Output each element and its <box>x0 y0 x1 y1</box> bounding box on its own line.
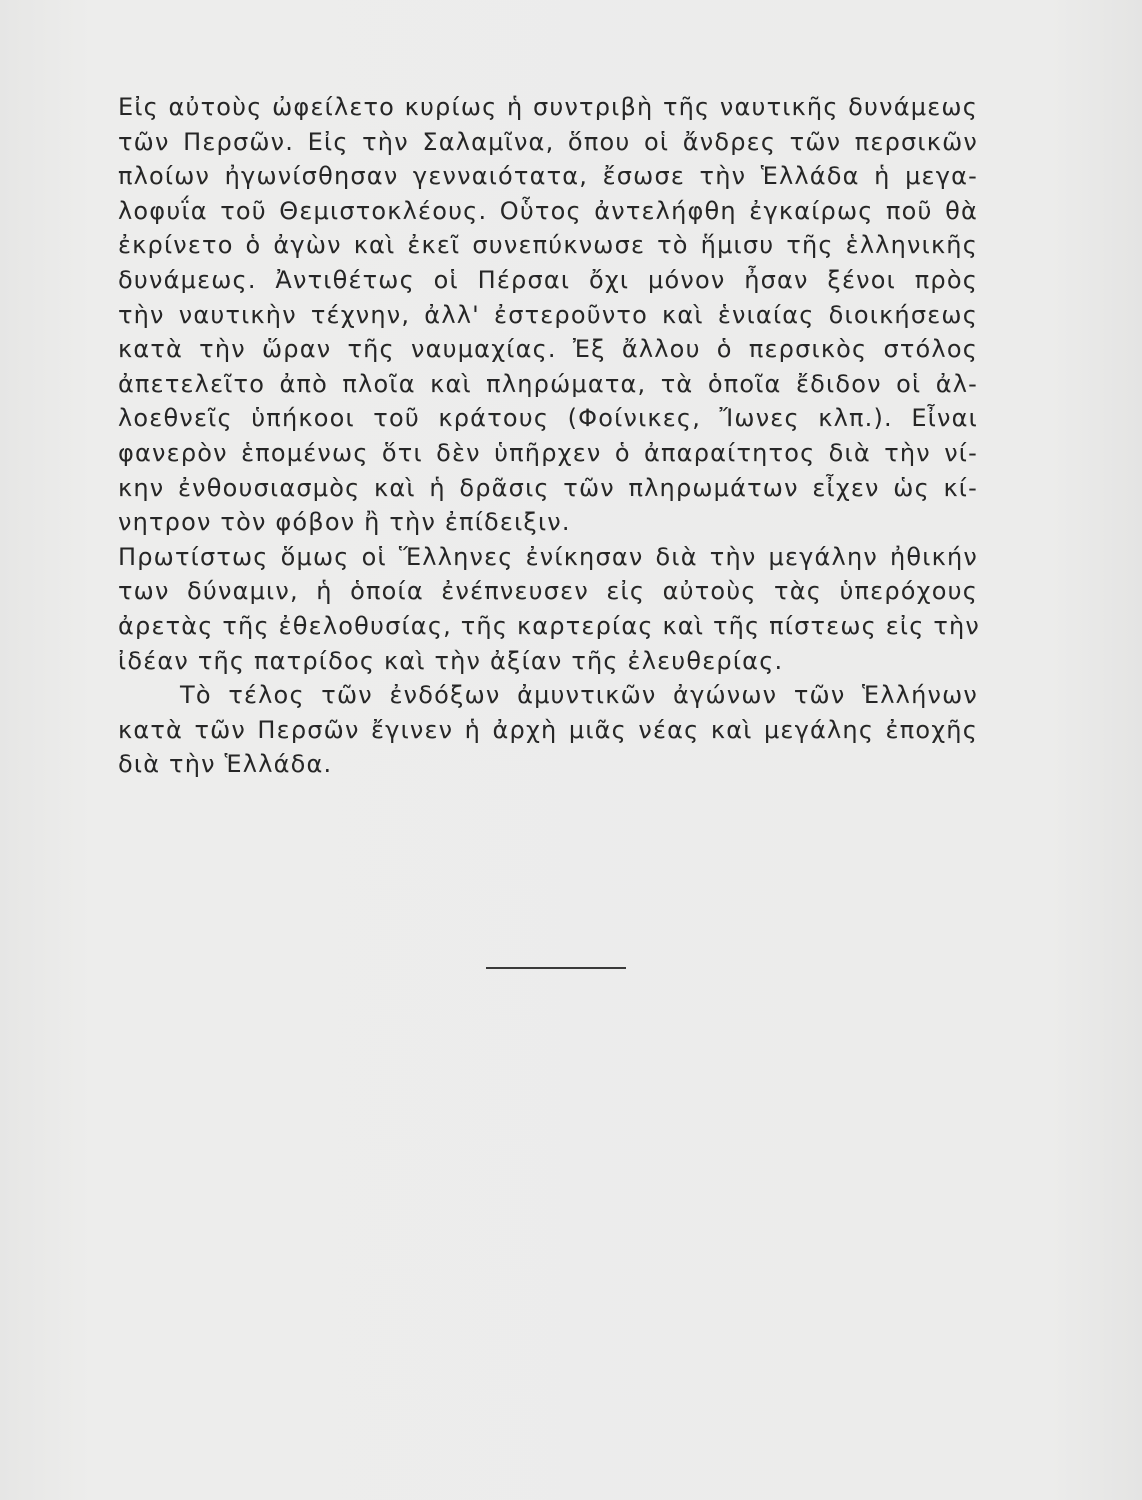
text-line: δυνάμεως. Ἀντιθέτως οἱ Πέρσαι ὄχι μόνον ἦσαν ξένοι πρὸς <box>118 265 978 294</box>
text-line: τὴν ναυτικὴν τέχνην, ἀλλ' ἐστεροῦντο καὶ ἑνιαίας διοικήσεως <box>118 300 978 329</box>
text-line: Πρωτίστως ὅμως οἱ Ἕλληνες ἐνίκησαν διὰ τὴν μεγάλην ἠθικήν <box>118 542 978 571</box>
text-line: κην ἐνθουσιασμὸς καὶ ἡ δρᾶσις τῶν πληρωμάτων εἶχεν ὡς κί- <box>118 473 978 502</box>
body-text <box>118 90 981 782</box>
text-line: νητρον τὸν φόβον ἢ τὴν ἐπίδειξιν. <box>118 508 571 537</box>
text-line: φανερὸν ἑπομένως ὅτι δὲν ὑπῆρχεν ὁ ἀπαραίτητος διὰ τὴν νί- <box>118 438 978 467</box>
text-line: τῶν Περσῶν. Εἰς τὴν Σαλαμῖνα, ὅπου οἱ ἄνδρες τῶν περσικῶν <box>118 127 978 156</box>
text-line: των δύναμιν, ἡ ὁποία ἐνέπνευσεν εἰς αὐτοὺς τὰς ὑπερόχους <box>118 577 978 606</box>
text-line: διὰ τὴν Ἑλλάδα. <box>118 750 333 779</box>
text-line: ἐκρίνετο ὁ ἀγὼν καὶ ἐκεῖ συνεπύκνωσε τὸ ἥμισυ τῆς ἑλληνικῆς <box>118 231 978 260</box>
text-line: πλοίων ἠγωνίσθησαν γενναιότατα, ἔσωσε τὴν Ἑλλάδα ἡ μεγα- <box>118 162 978 191</box>
text-line: Εἰς αὐτοὺς ὠφείλετο κυρίως ἡ συντριβὴ τῆς ναυτικῆς δυνάμεως <box>118 93 978 121</box>
text-line: ἀπετελεῖτο ἀπὸ πλοῖα καὶ πληρώματα, τὰ ὁποῖα ἔδιδον οἱ ἀλ- <box>118 369 978 398</box>
closing-divider <box>486 967 626 969</box>
text-line: λοφυΐα τοῦ Θεμιστοκλέους. Οὗτος ἀντελήφθη ἐγκαίρως ποῦ θὰ <box>118 196 978 225</box>
text-line: ἀρετὰς τῆς ἐθελοθυσίας, τῆς καρτερίας καὶ τῆς πίστεως εἰς τὴν <box>118 611 981 640</box>
text-line: ἰδέαν τῆς πατρίδος καὶ τὴν ἀξίαν τῆς ἐλευθερίας. <box>118 646 784 675</box>
text-line: Τὸ τέλος τῶν ἐνδόξων ἀμυντικῶν ἀγώνων τῶν Ἑλλήνων <box>180 681 978 710</box>
text-line: κατὰ τὴν ὥραν τῆς ναυμαχίας. Ἐξ ἄλλου ὁ περσικὸς στόλος <box>118 335 978 364</box>
text-line: λοεθνεῖς ὑπήκοοι τοῦ κράτους (Φοίνικες, Ἴωνες κλπ.). Εἶναι <box>118 404 978 433</box>
text-line: κατὰ τῶν Περσῶν ἔγινεν ἡ ἀρχὴ μιᾶς νέας καὶ μεγάλης ἐποχῆς <box>118 715 978 744</box>
